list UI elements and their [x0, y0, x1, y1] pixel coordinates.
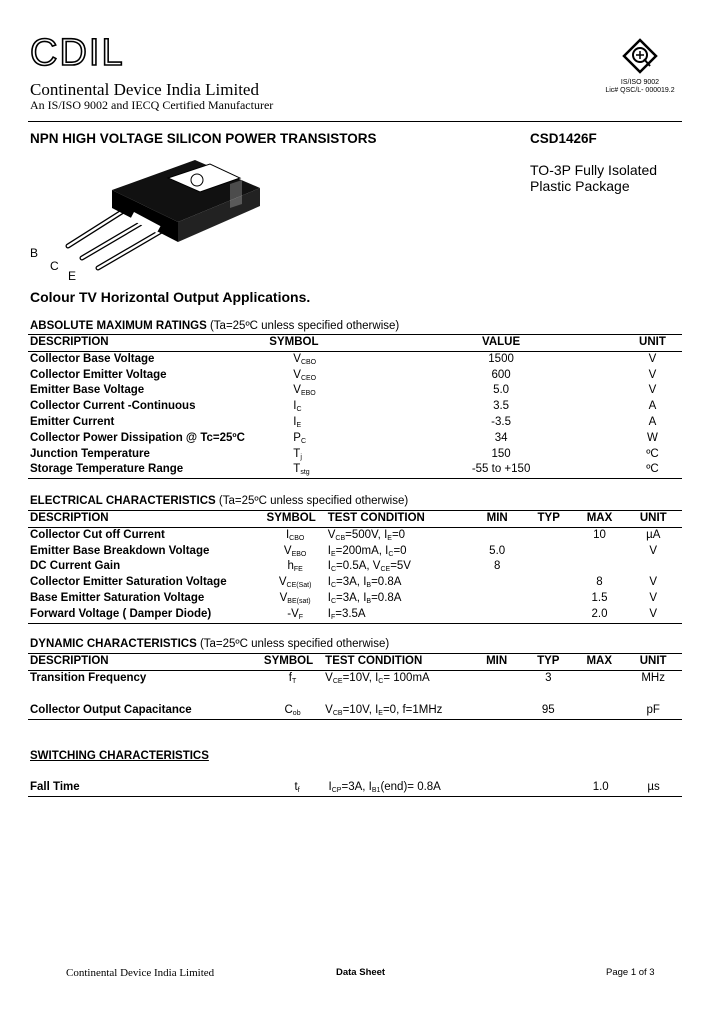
table-row	[28, 368, 682, 384]
col-symbol: SYMBOL	[267, 335, 437, 352]
row-description: Forward Voltage ( Damper Diode)	[28, 607, 265, 623]
row-unit: V	[625, 607, 683, 623]
symbol-letter: h	[287, 560, 294, 573]
dynamic-heading-text: DYNAMIC CHARACTERISTICS	[30, 638, 197, 650]
row-description: Collector Power Dissipation @ Tc=25ºC	[30, 431, 245, 444]
abs-max-table	[28, 334, 682, 479]
condition-value: (end)= 0.8A	[380, 781, 441, 793]
row-description: Emitter Base Breakdown Voltage	[30, 544, 210, 557]
col-max: MAX	[574, 654, 624, 671]
dynamic-heading	[30, 638, 389, 650]
table-header-row	[28, 654, 682, 671]
electrical-table	[28, 510, 682, 624]
row-max	[574, 703, 624, 719]
dynamic-heading-note: (Ta=25ºC unless specified otherwise)	[199, 638, 390, 650]
row-typ: 95	[522, 703, 574, 719]
row-value: -3.5	[491, 415, 511, 428]
col-typ: TYP	[522, 654, 574, 671]
table-row	[28, 780, 682, 796]
pin-label-emitter: E	[68, 269, 77, 283]
table-header-row	[28, 335, 682, 352]
condition-subscript: B	[366, 597, 372, 605]
row-condition	[326, 559, 472, 575]
row-description: Emitter Current	[30, 415, 115, 428]
col-unit: UNIT	[565, 335, 682, 352]
condition-value: =3.5A	[335, 607, 366, 620]
row-max	[574, 559, 624, 575]
condition-value: =0.8A	[371, 591, 402, 604]
condition-value: =500V,	[345, 528, 385, 541]
condition-var: I	[375, 671, 379, 684]
row-symbol	[267, 399, 437, 415]
condition-value: =10V,	[342, 671, 376, 684]
table-row	[28, 431, 682, 447]
row-value: 5.0	[493, 384, 510, 397]
row-typ: 3	[545, 671, 552, 684]
condition-value: =0.8A	[371, 576, 402, 589]
row-description: Fall Time	[28, 780, 268, 796]
row-min: 8	[493, 560, 501, 573]
pin-label-base: B	[30, 246, 39, 260]
row-condition	[326, 544, 472, 560]
switching-heading: SWITCHING CHARACTERISTICS	[30, 750, 209, 762]
symbol-subscript: CE(Sat)	[286, 582, 312, 590]
symbol-letter: f	[288, 671, 292, 684]
condition-value: =0.5A,	[336, 560, 373, 573]
row-value: 150	[491, 447, 511, 460]
condition-subscript: CP	[331, 787, 342, 794]
row-unit: ºC	[646, 447, 659, 460]
symbol-letter: -V	[287, 607, 299, 620]
row-description: Collector Emitter Voltage	[30, 368, 167, 381]
row-description: Base Emitter Saturation Voltage	[30, 591, 205, 604]
condition-value: =200mA,	[335, 544, 386, 557]
symbol-subscript: CBO	[289, 534, 305, 542]
symbol-subscript: T	[292, 677, 297, 685]
company-name: Continental Device India Limited	[30, 80, 259, 99]
row-condition	[327, 780, 475, 796]
condition-var: I	[327, 544, 331, 557]
condition-var: V	[372, 560, 381, 573]
symbol-letter: T	[293, 463, 301, 476]
condition-var: I	[363, 576, 367, 589]
row-min	[475, 780, 526, 796]
row-condition	[326, 607, 472, 623]
condition-var: I	[327, 591, 331, 604]
condition-value: =3A,	[341, 781, 369, 793]
table-row	[28, 527, 682, 543]
condition-value: =0	[391, 528, 406, 541]
condition-var: I	[385, 544, 389, 557]
condition-subscript: C	[330, 566, 337, 574]
table-row	[28, 383, 682, 399]
row-unit: V	[648, 352, 657, 365]
row-unit: MHz	[641, 671, 665, 684]
table-row	[28, 607, 682, 623]
row-symbol	[265, 575, 326, 591]
symbol-subscript: f	[297, 787, 300, 794]
row-condition	[323, 670, 471, 703]
electrical-heading-note: (Ta=25ºC unless specified otherwise)	[218, 495, 409, 507]
abs-max-heading	[30, 320, 399, 332]
symbol-subscript: FE	[293, 566, 303, 574]
col-symbol: SYMBOL	[265, 511, 326, 528]
part-number: CSD1426F	[530, 131, 597, 146]
row-symbol	[267, 383, 437, 399]
condition-var: I	[368, 781, 372, 793]
table-row	[28, 591, 682, 607]
row-unit: ºC	[565, 462, 682, 478]
table-row	[28, 462, 682, 478]
symbol-letter: V	[293, 384, 301, 397]
condition-subscript: B	[366, 582, 372, 590]
symbol-subscript: EBO	[300, 390, 316, 398]
condition-subscript: C	[330, 582, 337, 590]
symbol-subscript: BE(sat)	[287, 597, 311, 605]
symbol-letter: V	[278, 576, 287, 589]
row-condition	[326, 575, 472, 591]
row-description: DC Current Gain	[30, 560, 121, 573]
row-typ	[523, 607, 575, 623]
row-max: 2.0	[574, 607, 624, 623]
condition-var: I	[328, 781, 332, 793]
company-tagline: An IS/ISO 9002 and IECQ Certified Manufacturer	[30, 98, 274, 112]
symbol-subscript: C	[296, 406, 302, 414]
row-value: 34	[494, 431, 508, 444]
col-condition: TEST CONDITION	[326, 511, 472, 528]
col-description: DESCRIPTION	[28, 511, 265, 528]
package-line-2: Plastic Package	[530, 178, 630, 194]
cert-license: Lic# QSC/L- 000019.2	[605, 87, 675, 94]
condition-subscript: C	[378, 677, 384, 685]
table-row	[28, 559, 682, 575]
row-symbol	[262, 670, 323, 703]
row-value: -55 to +150	[437, 462, 565, 478]
condition-subscript: E	[378, 709, 383, 717]
iso-cert-icon	[600, 38, 680, 74]
row-min: 5.0	[489, 544, 506, 557]
condition-var: I	[327, 576, 331, 589]
table-row	[28, 351, 682, 367]
cert-standard: IS/ISO 9002	[620, 79, 660, 86]
table-row	[28, 703, 682, 719]
row-min	[471, 575, 522, 591]
row-symbol	[268, 780, 327, 796]
row-max: 1.0	[576, 780, 625, 796]
footer-company: Continental Device India Limited	[66, 967, 215, 979]
row-unit: µA	[646, 528, 661, 541]
row-description: Collector Emitter Saturation Voltage	[30, 576, 227, 589]
table-row	[28, 399, 682, 415]
symbol-letter: V	[283, 544, 292, 557]
electrical-heading-text: ELECTRICAL CHARACTERISTICS	[30, 495, 216, 507]
condition-subscript: E	[387, 534, 392, 542]
row-unit: V	[649, 576, 658, 589]
table-row	[28, 415, 682, 431]
row-max: 8	[596, 576, 603, 589]
row-typ	[523, 575, 575, 591]
certification-mark	[600, 38, 680, 95]
dynamic-table	[28, 653, 682, 720]
table-row	[28, 670, 682, 703]
row-description: Storage Temperature Range	[28, 462, 267, 478]
condition-value: =0, f=1MHz	[382, 703, 443, 716]
abs-max-heading-note: (Ta=25ºC unless specified otherwise)	[209, 320, 400, 332]
row-symbol	[267, 351, 437, 367]
col-unit: UNIT	[625, 511, 683, 528]
row-symbol	[265, 527, 326, 543]
row-unit: V	[648, 368, 657, 381]
row-unit: µs	[625, 780, 682, 796]
col-description: DESCRIPTION	[28, 654, 262, 671]
condition-var: I	[384, 528, 388, 541]
col-value: VALUE	[437, 335, 565, 352]
col-typ: TYP	[523, 511, 575, 528]
condition-value: =3A,	[336, 591, 364, 604]
symbol-subscript: CEO	[300, 374, 317, 382]
condition-var: V	[327, 528, 336, 541]
symbol-letter: T	[293, 447, 301, 460]
row-unit: A	[648, 400, 657, 413]
condition-var: I	[327, 560, 331, 573]
condition-subscript: C	[388, 550, 394, 558]
condition-var: I	[375, 703, 379, 716]
row-min	[471, 591, 522, 607]
condition-var: V	[325, 703, 333, 716]
pin-label-collector: C	[50, 259, 59, 273]
row-max: 1.5	[591, 591, 608, 604]
row-value: 1500	[488, 352, 514, 365]
row-unit	[625, 559, 683, 575]
symbol-subscript: F	[298, 613, 304, 621]
footer-page-number: Page 1 of 3	[606, 967, 655, 978]
electrical-heading	[30, 495, 408, 507]
col-max: MAX	[574, 511, 624, 528]
condition-var: V	[325, 671, 333, 684]
row-typ	[523, 527, 575, 543]
row-typ	[523, 591, 575, 607]
table-row	[28, 447, 682, 463]
row-condition	[326, 527, 472, 543]
symbol-letter: I	[293, 415, 297, 428]
condition-var: I	[327, 607, 331, 620]
table-header-row	[28, 511, 682, 528]
row-condition	[323, 703, 471, 719]
symbol-subscript: E	[296, 421, 302, 429]
row-description: Transition Frequency	[30, 671, 147, 684]
col-min: MIN	[471, 511, 522, 528]
condition-value: =0	[393, 544, 407, 557]
condition-subscript: C	[330, 597, 337, 605]
symbol-letter: P	[293, 431, 301, 444]
col-description: DESCRIPTION	[28, 335, 267, 352]
symbol-letter: C	[284, 703, 293, 716]
symbol-subscript: CBO	[300, 358, 317, 366]
abs-max-heading-text: ABSOLUTE MAXIMUM RATINGS	[30, 320, 207, 332]
col-condition: TEST CONDITION	[323, 654, 471, 671]
row-description: Collector Base Voltage	[30, 352, 155, 365]
row-description: Emitter Base Voltage	[30, 384, 145, 397]
row-min	[471, 607, 522, 623]
row-description: Collector Current -Continuous	[30, 400, 196, 413]
row-symbol	[262, 703, 323, 719]
row-description: Junction Temperature	[30, 447, 150, 460]
condition-value: =3A,	[336, 576, 364, 589]
row-min	[471, 703, 523, 719]
condition-subscript: CB	[335, 534, 346, 542]
condition-subscript: CE	[380, 566, 391, 574]
row-symbol	[265, 591, 326, 607]
row-unit: V	[649, 544, 658, 557]
symbol-subscript: EBO	[291, 550, 307, 558]
row-symbol	[265, 559, 326, 575]
row-symbol	[267, 462, 437, 478]
symbol-subscript: j	[300, 453, 302, 461]
company-logo: CDIL	[30, 32, 125, 74]
col-symbol: SYMBOL	[262, 654, 323, 671]
row-condition	[326, 591, 472, 607]
row-symbol	[267, 368, 437, 384]
condition-subscript: E	[330, 550, 336, 558]
row-symbol	[267, 447, 437, 463]
row-symbol	[265, 607, 326, 623]
condition-value: =10V,	[342, 703, 376, 716]
row-description: Collector Output Capacitance	[28, 703, 262, 719]
condition-subscript: F	[330, 613, 336, 621]
symbol-subscript: ob	[292, 709, 301, 717]
transistor-package-illustration	[60, 160, 280, 285]
symbol-letter: t	[294, 781, 298, 793]
row-symbol	[267, 415, 437, 431]
header-divider	[28, 121, 682, 122]
row-unit: A	[648, 415, 657, 428]
symbol-letter: V	[293, 368, 301, 381]
footer-doc-type: Data Sheet	[336, 967, 386, 978]
condition-value: =5V	[390, 560, 411, 573]
symbol-letter: V	[293, 352, 301, 365]
row-unit: W	[647, 431, 658, 444]
condition-subscript: CE	[332, 677, 343, 685]
row-unit: V	[648, 384, 657, 397]
symbol-subscript: C	[300, 437, 307, 445]
row-min	[471, 670, 523, 703]
col-min: MIN	[471, 654, 523, 671]
condition-subscript: B1	[371, 787, 381, 794]
table-row	[28, 575, 682, 591]
document-title: NPN HIGH VOLTAGE SILICON POWER TRANSISTORS	[30, 131, 377, 146]
row-unit: V	[649, 591, 658, 604]
switching-table	[28, 780, 682, 797]
application-note: Colour TV Horizontal Output Applications.	[30, 289, 311, 305]
condition-var: I	[363, 591, 367, 604]
row-unit: pF	[624, 703, 682, 719]
row-value: 600	[491, 368, 511, 381]
row-typ	[523, 544, 575, 560]
package-line-1: TO-3P Fully Isolated	[530, 162, 658, 178]
row-max: 10	[593, 528, 606, 541]
symbol-subscript: stg	[300, 469, 310, 477]
row-max	[574, 670, 624, 703]
row-typ	[523, 559, 575, 575]
row-symbol	[265, 544, 326, 560]
condition-subscript: CB	[332, 709, 343, 717]
symbol-letter: I	[285, 528, 290, 541]
col-unit: UNIT	[624, 654, 682, 671]
condition-value: = 100mA	[383, 671, 430, 684]
symbol-letter: V	[279, 591, 288, 604]
row-typ	[526, 780, 577, 796]
row-symbol	[267, 431, 437, 447]
row-description: Collector Cut off Current	[30, 528, 165, 541]
table-row	[28, 544, 682, 560]
row-min	[471, 527, 522, 543]
row-max	[574, 544, 624, 560]
row-value: 3.5	[493, 400, 510, 413]
symbol-letter: I	[293, 400, 297, 413]
